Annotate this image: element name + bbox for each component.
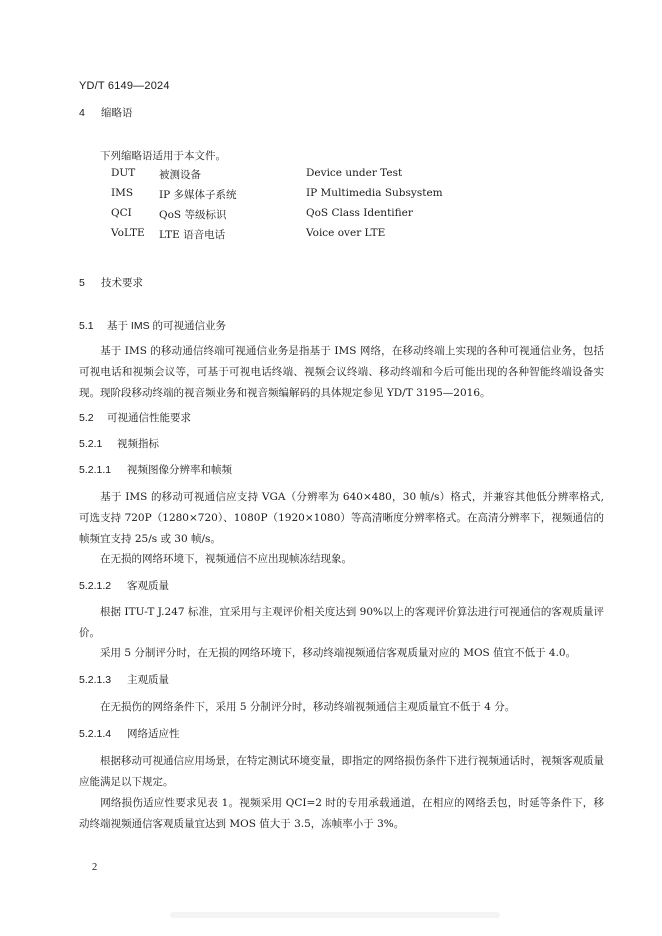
- standard-number: YD/T 6149—2024: [79, 80, 170, 92]
- abbreviation-code: QCI: [111, 207, 132, 219]
- page-number: 2: [92, 862, 98, 873]
- section-5-2-1-1-title: 视频图像分辨率和帧频: [127, 464, 232, 476]
- abbreviation-chinese: 被测设备: [159, 169, 201, 181]
- section-5-2-1-heading: [79, 436, 159, 451]
- abbreviation-english: QoS Class Identifier: [306, 207, 413, 219]
- abbreviation-english: Device under Test: [306, 167, 403, 179]
- section-5-2-1-3-number: 5.2.1.3: [79, 674, 112, 686]
- section-5-1-title: 基于 IMS 的可视通信业务: [107, 320, 227, 332]
- section-5-2-1-number: 5.2.1: [79, 438, 103, 450]
- section-5-2-1-4-heading: [79, 726, 180, 741]
- section-5-2-1-3-title: 主观质量: [127, 674, 169, 686]
- section-5-2-1-2-heading: [79, 578, 169, 593]
- section-5-2-1-1-paragraph-2: 在无损的网络环境下，视频通信不应出现帧冻结现象。: [100, 553, 352, 565]
- section-5-2-1-4-paragraph-1: 根据移动可视通信应用场景，在特定测试环境变量，即指定的网络损伤条件下进行视频通话时，视频客观质量应能满足以下规定。: [79, 755, 604, 788]
- faint-watermark: [170, 908, 500, 922]
- abbreviation-english: IP Multimedia Subsystem: [306, 187, 443, 199]
- section-5-2-1-4-paragraph-2: 网络损伤适应性要求见表 1。视频采用 QCI=2 时的专用承载通道，在相应的网络丢包，时延等条件下，移动终端视频通信客观质量宜达到 MOS 值大于 3.5，冻帧率小于 3%。: [79, 797, 604, 830]
- abbreviation-chinese: IP 多媒体子系统: [159, 189, 237, 201]
- section-5-2-heading: [79, 410, 191, 425]
- abbreviation-chinese: QoS 等级标识: [159, 209, 227, 221]
- section-5-2-number: 5.2: [79, 412, 94, 424]
- section-4-number: 4: [79, 107, 85, 119]
- section-5-2-1-1-heading: [79, 462, 232, 477]
- section-5-2-1-3-heading: [79, 672, 169, 687]
- abbreviation-code: IMS: [111, 187, 134, 199]
- section-5-2-1-2-title: 客观质量: [127, 580, 169, 592]
- section-5-heading: [79, 275, 143, 290]
- abbreviation-code: DUT: [111, 167, 136, 179]
- section-5-2-1-3-paragraph-1: 在无损伤的网络条件下，采用 5 分制评分时，移动终端视频通信主观质量宜不低于 4 分。: [100, 701, 516, 713]
- section-5-title: 技术要求: [101, 277, 143, 289]
- section-5-2-1-2-number: 5.2.1.2: [79, 580, 112, 592]
- section-4-intro: 下列缩略语适用于本文件。: [100, 150, 226, 162]
- abbreviation-chinese: LTE 语音电话: [159, 229, 226, 241]
- section-5-2-title: 可视通信性能要求: [107, 412, 191, 424]
- section-5-2-1-4-title: 网络适应性: [127, 728, 180, 740]
- section-5-2-1-1-paragraph-1: 基于 IMS 的移动可视通信应支持 VGA（分辨率为 640×480，30 帧/s）格式，并兼容其他低分辨率格式,可选支持 720P（1280×720）、1080P（1920×1080）等高清晰度分辨率格式。在高清分辨率下，视频通信的帧频宜支持 25/s 或 30 帧/s。: [79, 491, 604, 545]
- section-5-1-paragraph: 基于 IMS 的移动通信终端可视通信业务是指基于 IMS 网络，在移动终端上实现的各种可视通信业务，包括可视电话和视频会议等，可基于可视电话终端、视频会议终端、移动终端和今后可能出现的各种智能终端设备实现。现阶段移动终端的视音频业务和视音频编解码的具体规定参见 YD/T 3195—2016。: [79, 345, 604, 399]
- section-5-1-heading: [79, 318, 226, 333]
- section-5-2-1-2-paragraph-1: 根据 ITU-T J.247 标准，宜采用与主观评价相关度达到 90%以上的客观评价算法进行可视通信的客观质量评价。: [79, 606, 604, 639]
- section-5-1-number: 5.1: [79, 320, 94, 332]
- section-4-heading: [79, 105, 133, 120]
- section-4-title: 缩略语: [101, 107, 133, 119]
- section-5-2-1-title: 视频指标: [117, 438, 159, 450]
- abbreviation-english: Voice over LTE: [306, 227, 386, 239]
- section-5-number: 5: [79, 277, 85, 289]
- section-5-2-1-2-paragraph-2: 采用 5 分制评分时，在无损的网络环境下，移动终端视频通信客观质量对应的 MOS 值宜不低于 4.0。: [100, 647, 577, 659]
- section-5-2-1-4-number: 5.2.1.4: [79, 728, 112, 740]
- abbreviation-code: VoLTE: [111, 227, 145, 239]
- section-5-2-1-1-number: 5.2.1.1: [79, 464, 112, 476]
